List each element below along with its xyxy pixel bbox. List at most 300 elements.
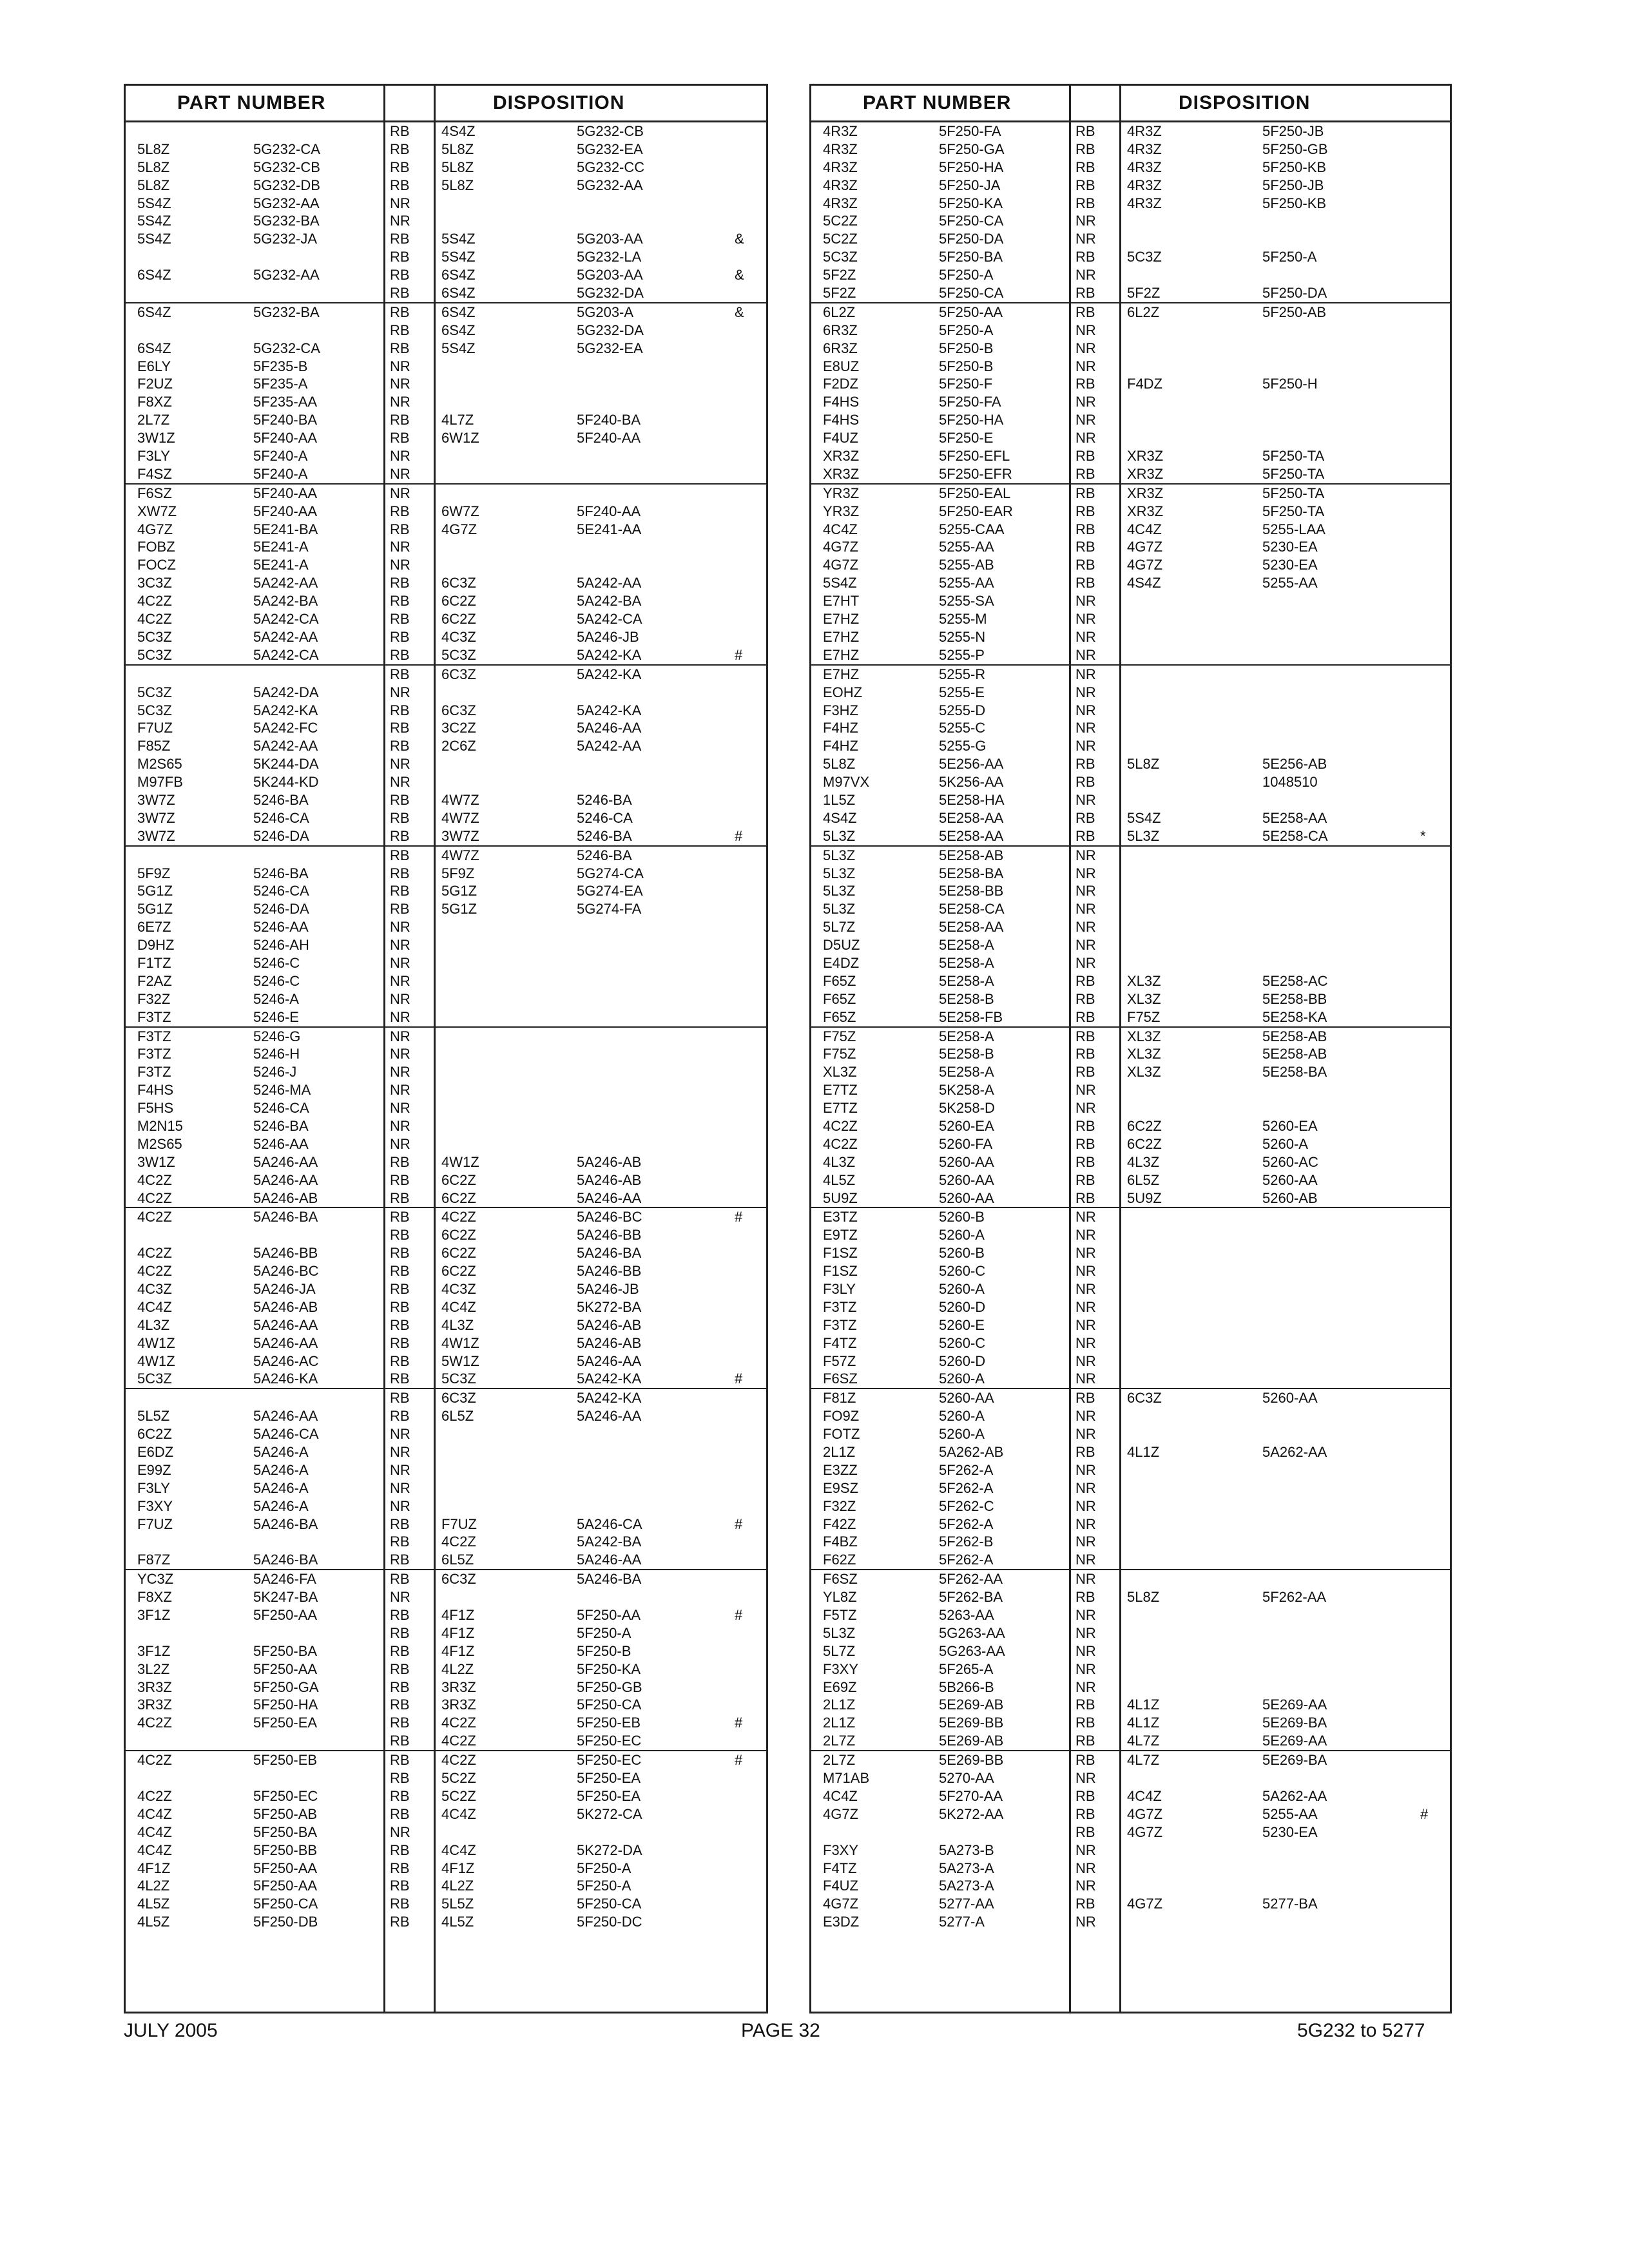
old-part-cell: F2DZ: [823, 376, 858, 392]
table-row: [811, 1461, 1450, 1479]
old-part-number-cell: 5260-A: [939, 1227, 985, 1244]
old-part-cell: F3TZ: [137, 1046, 171, 1062]
disposition-code-cell: NR: [1075, 1370, 1096, 1387]
old-part-cell: F3LY: [137, 448, 170, 465]
disposition-code-cell: NR: [1075, 1533, 1096, 1550]
disposition-code-cell: NR: [1075, 430, 1096, 447]
new-part-prefix-cell: 5C3Z: [441, 1370, 476, 1387]
new-part-prefix-cell: F4DZ: [1127, 376, 1162, 392]
new-part-prefix-cell: 6C2Z: [1127, 1117, 1162, 1134]
disposition-code-cell: RB: [390, 1642, 410, 1659]
new-part-prefix-cell: 6C2Z: [441, 593, 476, 610]
part-number-header: PART NUMBER: [863, 92, 1012, 113]
row-group: [811, 1208, 1450, 1389]
table-row: [811, 1316, 1450, 1334]
new-part-number-cell: 5K272-CA: [577, 1805, 642, 1822]
disposition-code-cell: RB: [1075, 809, 1095, 826]
disposition-code-cell: NR: [1075, 1100, 1096, 1117]
new-part-number-cell: 5A246-BA: [577, 1245, 642, 1262]
new-part-prefix-cell: 4C3Z: [441, 1281, 476, 1297]
disposition-code-cell: NR: [1075, 738, 1096, 754]
old-part-cell: XR3Z: [823, 448, 860, 465]
old-part-number-cell: 5255-CAA: [939, 521, 1005, 537]
old-part-cell: 3F1Z: [137, 1642, 171, 1659]
new-part-prefix-cell: 6L5Z: [441, 1552, 474, 1568]
old-part-cell: F81Z: [823, 1390, 856, 1407]
table-row: [126, 1497, 766, 1515]
table-row: [811, 900, 1450, 918]
disposition-code-cell: NR: [1075, 1082, 1096, 1099]
old-part-number-cell: 5G232-BA: [253, 303, 320, 320]
old-part-cell: 5F9Z: [137, 865, 171, 881]
table-row: [126, 882, 766, 900]
disposition-code-cell: NR: [1075, 1914, 1096, 1930]
new-part-number-cell: 5A242-AA: [577, 738, 642, 754]
old-part-number-cell: 5255-AA: [939, 575, 994, 591]
new-part-prefix-cell: XL3Z: [1127, 1046, 1161, 1062]
old-part-number-cell: 5F265-A: [939, 1660, 994, 1677]
old-part-number-cell: 5263-AA: [939, 1607, 994, 1624]
note-cell: #: [735, 1209, 743, 1225]
old-part-cell: E3TZ: [823, 1209, 858, 1225]
disposition-code-cell: RB: [390, 1571, 410, 1588]
disposition-code-cell: RB: [390, 791, 410, 808]
new-part-prefix-cell: XR3Z: [1127, 485, 1164, 501]
table-row: [811, 1751, 1450, 1769]
table-row: [811, 1787, 1450, 1805]
old-part-cell: 4L3Z: [137, 1316, 170, 1333]
old-part-cell: M97FB: [137, 774, 183, 791]
new-part-prefix-cell: 4C4Z: [441, 1298, 476, 1315]
new-part-number-cell: 5G274-EA: [577, 883, 643, 899]
new-part-prefix-cell: 4W7Z: [441, 791, 479, 808]
old-part-number-cell: 5F240-AA: [253, 485, 318, 501]
disposition-code-cell: RB: [390, 1370, 410, 1387]
new-part-prefix-cell: 5S4Z: [441, 249, 476, 265]
old-part-number-cell: 5E269-AB: [939, 1696, 1004, 1713]
table-row: [126, 1533, 766, 1551]
old-part-number-cell: 5K247-BA: [253, 1589, 318, 1606]
disposition-code-cell: NR: [1075, 1334, 1096, 1351]
disposition-code-cell: NR: [1075, 628, 1096, 645]
old-part-number-cell: 5E258-A: [939, 1028, 994, 1044]
table-row: [811, 918, 1450, 936]
disposition-code-cell: NR: [1075, 1281, 1096, 1297]
old-part-number-cell: 5F250-EC: [253, 1787, 318, 1804]
table-row: [811, 1028, 1450, 1046]
disposition-code-cell: RB: [1075, 249, 1095, 265]
new-part-number-cell: 5F250-KA: [577, 1660, 641, 1677]
disposition-code-cell: NR: [1075, 865, 1096, 881]
disposition-code-cell: RB: [390, 1752, 410, 1769]
row-group: [811, 1751, 1450, 1931]
old-part-cell: 4C2Z: [823, 1135, 858, 1152]
old-part-number-cell: 5E258-FB: [939, 1008, 1003, 1025]
old-part-cell: 4G7Z: [823, 1805, 859, 1822]
row-group: [126, 1389, 766, 1570]
old-part-cell: YR3Z: [823, 485, 860, 501]
old-part-number-cell: 5K272-AA: [939, 1805, 1004, 1822]
new-part-number-cell: 5246-BA: [577, 791, 632, 808]
old-part-cell: 4C2Z: [137, 1209, 172, 1225]
old-part-cell: F8XZ: [137, 394, 172, 410]
disposition-code-cell: NR: [1075, 231, 1096, 247]
new-part-prefix-cell: 4W7Z: [441, 847, 479, 863]
old-part-number-cell: 5E269-BB: [939, 1715, 1004, 1731]
old-part-number-cell: 5255-AA: [939, 539, 994, 555]
old-part-cell: 5C3Z: [823, 249, 858, 265]
disposition-code-cell: RB: [1075, 1046, 1095, 1062]
table-row: [126, 1823, 766, 1841]
table-row: [126, 1895, 766, 1913]
old-part-cell: 4L3Z: [823, 1153, 856, 1170]
new-part-prefix-cell: 5L5Z: [441, 1896, 474, 1912]
disposition-code-cell: NR: [390, 1046, 410, 1062]
old-part-cell: 4G7Z: [823, 557, 859, 573]
disposition-code-cell: NR: [1075, 1426, 1096, 1443]
old-part-cell: F87Z: [137, 1552, 171, 1568]
old-part-cell: 2L1Z: [823, 1715, 856, 1731]
old-part-number-cell: 5260-A: [939, 1426, 985, 1443]
table-row: [811, 230, 1450, 248]
old-part-number-cell: 5E258-B: [939, 990, 994, 1007]
note-cell: #: [735, 1607, 743, 1624]
new-part-number-cell: 5F250-EA: [577, 1770, 641, 1787]
table-row: [126, 195, 766, 213]
disposition-code-cell: NR: [390, 990, 410, 1007]
table-row: [126, 177, 766, 195]
old-part-cell: 5S4Z: [137, 231, 171, 247]
new-part-prefix-cell: 6L2Z: [1127, 303, 1160, 320]
old-part-cell: E7TZ: [823, 1100, 858, 1117]
table-row: [126, 393, 766, 411]
new-part-number-cell: 5A246-BA: [577, 1571, 642, 1588]
table-row: [126, 1624, 766, 1642]
table-row: [811, 1226, 1450, 1244]
table-row: [126, 340, 766, 358]
table-row: [811, 1262, 1450, 1280]
table-row: [126, 1334, 766, 1352]
table-row: [126, 521, 766, 539]
old-part-number-cell: 5G232-CA: [253, 340, 320, 356]
old-part-cell: 2L7Z: [823, 1752, 856, 1769]
table-row: [811, 1606, 1450, 1624]
disposition-code-cell: RB: [1075, 756, 1095, 773]
old-part-number-cell: 5A242-CA: [253, 611, 319, 628]
old-part-number-cell: 5F250-EAL: [939, 485, 1011, 501]
table-row: [811, 773, 1450, 791]
new-part-prefix-cell: 3W7Z: [441, 827, 479, 844]
new-part-number-cell: 5255-AA: [1262, 575, 1318, 591]
old-part-number-cell: 5246-DA: [253, 901, 309, 918]
disposition-code-cell: RB: [390, 140, 410, 157]
table-row: [126, 827, 766, 845]
new-part-prefix-cell: 5W1Z: [441, 1352, 479, 1369]
table-row: [811, 737, 1450, 755]
new-part-number-cell: 5E258-AA: [1262, 809, 1327, 826]
table-row: [811, 284, 1450, 302]
disposition-code-cell: RB: [390, 1733, 410, 1749]
table-row: [126, 1696, 766, 1714]
new-part-prefix-cell: 4C4Z: [441, 1841, 476, 1858]
table-row: [811, 1081, 1450, 1099]
disposition-code-cell: RB: [390, 1171, 410, 1188]
old-part-cell: 2L7Z: [137, 412, 170, 428]
disposition-code-cell: RB: [390, 231, 410, 247]
table-row: [811, 1443, 1450, 1461]
old-part-number-cell: 5K244-DA: [253, 756, 319, 773]
disposition-code-cell: NR: [1075, 646, 1096, 663]
table-row: [126, 322, 766, 340]
disposition-code-cell: RB: [1075, 1390, 1095, 1407]
new-part-prefix-cell: 4G7Z: [1127, 1823, 1163, 1840]
disposition-code-cell: RB: [1075, 1805, 1095, 1822]
new-part-prefix-cell: 4G7Z: [1127, 539, 1163, 555]
table-row: [811, 266, 1450, 284]
old-part-cell: 3W1Z: [137, 430, 175, 447]
old-part-cell: M2N15: [137, 1117, 183, 1134]
table-row: [126, 1841, 766, 1860]
disposition-code-cell: NR: [390, 358, 410, 374]
old-part-number-cell: 5246-CA: [253, 809, 309, 826]
disposition-code-cell: RB: [390, 738, 410, 754]
table-row: [811, 1570, 1450, 1588]
old-part-number-cell: 5A246-AB: [253, 1189, 318, 1206]
new-part-number-cell: 5F240-AA: [577, 503, 641, 519]
old-part-number-cell: 5E258-A: [939, 937, 994, 954]
old-part-cell: E4DZ: [823, 954, 860, 971]
disposition-code-cell: NR: [1075, 1660, 1096, 1677]
old-part-number-cell: 5246-G: [253, 1028, 301, 1044]
disposition-code-cell: RB: [390, 1841, 410, 1858]
table-row: [811, 1714, 1450, 1732]
disposition-code-cell: NR: [390, 1444, 410, 1461]
old-part-number-cell: 5F250-DB: [253, 1914, 318, 1930]
table-row: [126, 1226, 766, 1244]
new-part-prefix-cell: 4W7Z: [441, 809, 479, 826]
table-row: [811, 990, 1450, 1008]
table-row: [126, 1117, 766, 1135]
disposition-code-cell: NR: [390, 539, 410, 555]
old-part-number-cell: 5A246-AA: [253, 1334, 318, 1351]
old-part-cell: 5G1Z: [137, 901, 173, 918]
disposition-code-cell: RB: [1075, 1823, 1095, 1840]
new-part-number-cell: 5G274-FA: [577, 901, 642, 918]
disposition-code-cell: NR: [1075, 1245, 1096, 1262]
old-part-cell: FOCZ: [137, 557, 176, 573]
table-row: [126, 556, 766, 574]
new-part-prefix-cell: F75Z: [1127, 1008, 1161, 1025]
note-cell: #: [735, 827, 743, 844]
old-part-number-cell: 5F250-F: [939, 376, 993, 392]
disposition-code-cell: NR: [1075, 1624, 1096, 1641]
disposition-code-cell: NR: [390, 1461, 410, 1478]
old-part-cell: M2S65: [137, 1135, 182, 1152]
disposition-code-cell: RB: [390, 1660, 410, 1677]
old-part-number-cell: 5F250-B: [939, 340, 994, 356]
old-part-cell: 4C4Z: [823, 1787, 858, 1804]
new-part-number-cell: 5E269-AA: [1262, 1696, 1327, 1713]
old-part-number-cell: 5255-R: [939, 666, 986, 682]
disposition-code-cell: NR: [1075, 394, 1096, 410]
old-part-cell: F4BZ: [823, 1533, 858, 1550]
table-row: [126, 791, 766, 809]
row-group: [126, 1208, 766, 1389]
old-part-cell: 5F2Z: [823, 267, 856, 284]
new-part-number-cell: 5K272-DA: [577, 1841, 642, 1858]
disposition-code-cell: RB: [390, 1153, 410, 1170]
old-part-cell: F2UZ: [137, 376, 173, 392]
new-part-prefix-cell: 5G1Z: [441, 883, 477, 899]
left-table: [124, 84, 768, 2013]
old-part-number-cell: 5246-AH: [253, 937, 309, 954]
table-row: [126, 122, 766, 140]
old-part-cell: E3ZZ: [823, 1461, 858, 1478]
old-part-number-cell: 5246-AA: [253, 919, 309, 936]
disposition-code-cell: NR: [1075, 791, 1096, 808]
old-part-number-cell: 5F240-A: [253, 448, 308, 465]
table-row: [811, 1624, 1450, 1642]
table-row: [811, 1099, 1450, 1117]
new-part-prefix-cell: 2C6Z: [441, 738, 476, 754]
new-part-prefix-cell: 5L8Z: [441, 177, 474, 193]
disposition-code-cell: RB: [1075, 539, 1095, 555]
old-part-number-cell: 5277-A: [939, 1914, 985, 1930]
disposition-code-cell: RB: [1075, 575, 1095, 591]
old-part-number-cell: 5F250-AB: [253, 1805, 318, 1822]
old-part-number-cell: 5E258-A: [939, 972, 994, 989]
disposition-code-cell: NR: [1075, 1642, 1096, 1659]
table-row: [811, 936, 1450, 954]
disposition-code-cell: NR: [1075, 1209, 1096, 1225]
new-part-number-cell: 5A246-JB: [577, 1281, 639, 1297]
old-part-number-cell: 5246-BA: [253, 1117, 309, 1134]
disposition-code-cell: RB: [390, 1696, 410, 1713]
old-part-number-cell: 5F250-EA: [253, 1715, 318, 1731]
old-part-cell: 6S4Z: [137, 303, 171, 320]
disposition-code-cell: RB: [390, 1515, 410, 1532]
row-group: [811, 1028, 1450, 1209]
old-part-number-cell: 5A246-JA: [253, 1281, 316, 1297]
old-part-number-cell: 5246-AA: [253, 1135, 309, 1152]
old-part-cell: F3XY: [823, 1660, 859, 1677]
old-part-number-cell: 5A246-FA: [253, 1571, 316, 1588]
old-part-cell: 5S4Z: [137, 213, 171, 229]
old-part-number-cell: 5F250-HA: [253, 1696, 318, 1713]
old-part-cell: 5L8Z: [823, 756, 856, 773]
disposition-header: DISPOSITION: [1179, 92, 1311, 113]
old-part-cell: 3W7Z: [137, 809, 175, 826]
old-part-cell: E7TZ: [823, 1082, 858, 1099]
old-part-number-cell: 5F250-EAR: [939, 503, 1013, 519]
old-part-number-cell: 5A273-A: [939, 1860, 994, 1876]
table-row: [126, 719, 766, 737]
new-part-prefix-cell: 4L1Z: [1127, 1696, 1160, 1713]
disposition-code-cell: NR: [1075, 937, 1096, 954]
old-part-cell: 5L7Z: [823, 919, 856, 936]
old-part-number-cell: 5260-AA: [939, 1153, 994, 1170]
old-part-number-cell: 5F262-B: [939, 1533, 994, 1550]
old-part-number-cell: 5A242-DA: [253, 684, 319, 700]
table-row: [811, 1208, 1450, 1226]
new-part-prefix-cell: 4L7Z: [1127, 1733, 1160, 1749]
old-part-number-cell: 5E258-BB: [939, 883, 1004, 899]
old-part-number-cell: 5G263-AA: [939, 1624, 1005, 1641]
old-part-number-cell: 5E258-HA: [939, 791, 1005, 808]
old-part-cell: 1L5Z: [823, 791, 856, 808]
row-group: [811, 122, 1450, 303]
table-row: [811, 521, 1450, 539]
table-row: [811, 195, 1450, 213]
disposition-code-cell: NR: [1075, 1408, 1096, 1425]
table-row: [126, 1787, 766, 1805]
table-row: [126, 809, 766, 827]
disposition-code-cell: RB: [390, 1316, 410, 1333]
table-row: [811, 1244, 1450, 1262]
disposition-code-cell: NR: [1075, 1841, 1096, 1858]
old-part-cell: YL8Z: [823, 1589, 857, 1606]
old-part-number-cell: 5255-D: [939, 702, 986, 718]
old-part-number-cell: 5F250-FA: [939, 394, 1001, 410]
disposition-code-cell: RB: [390, 809, 410, 826]
new-part-prefix-cell: 4R3Z: [1127, 159, 1162, 175]
table-row: [126, 248, 766, 266]
table-row: [126, 358, 766, 376]
new-part-prefix-cell: 4L3Z: [441, 1316, 474, 1333]
old-part-number-cell: 5G232-JA: [253, 231, 318, 247]
old-part-cell: F3TZ: [137, 1008, 171, 1025]
old-part-number-cell: 5260-B: [939, 1245, 985, 1262]
disposition-code-cell: NR: [1075, 954, 1096, 971]
old-part-cell: 6S4Z: [137, 267, 171, 284]
disposition-code-cell: RB: [390, 1787, 410, 1804]
disposition-code-cell: NR: [390, 1117, 410, 1134]
old-part-cell: F6SZ: [137, 485, 172, 501]
table-row: [126, 1678, 766, 1696]
new-part-number-cell: 5F250-CA: [577, 1896, 642, 1912]
old-part-number-cell: 5255-P: [939, 646, 985, 663]
table-row: [126, 1244, 766, 1262]
new-part-prefix-cell: 5C2Z: [441, 1770, 476, 1787]
disposition-code-cell: RB: [390, 1715, 410, 1731]
old-part-cell: 5L3Z: [823, 847, 856, 863]
row-group: [811, 485, 1450, 666]
disposition-code-cell: NR: [1075, 412, 1096, 428]
old-part-number-cell: 5A242-BA: [253, 593, 318, 610]
disposition-code-cell: NR: [390, 1497, 410, 1514]
new-part-number-cell: 5F250-H: [1262, 376, 1318, 392]
old-part-number-cell: 5255-M: [939, 611, 987, 628]
old-part-cell: F2AZ: [137, 972, 172, 989]
old-part-number-cell: 5A246-BA: [253, 1552, 318, 1568]
table-row: [126, 1407, 766, 1425]
new-part-number-cell: 5A246-AA: [577, 1352, 642, 1369]
new-part-number-cell: 5255-AA: [1262, 1805, 1318, 1822]
table-row: [811, 1153, 1450, 1171]
new-part-number-cell: 5F250-A: [577, 1860, 631, 1876]
disposition-code-cell: RB: [390, 1805, 410, 1822]
old-part-cell: E7HZ: [823, 646, 860, 663]
new-part-prefix-cell: 6S4Z: [441, 267, 476, 284]
old-part-number-cell: 5E258-AA: [939, 827, 1004, 844]
table-row: [811, 1841, 1450, 1860]
old-part-number-cell: 5246-C: [253, 972, 300, 989]
old-part-number-cell: 5260-AA: [939, 1390, 994, 1407]
disposition-header: DISPOSITION: [493, 92, 625, 113]
old-part-cell: 5C3Z: [137, 628, 172, 645]
new-part-number-cell: 5A242-KA: [577, 646, 642, 663]
row-group: [811, 303, 1450, 485]
